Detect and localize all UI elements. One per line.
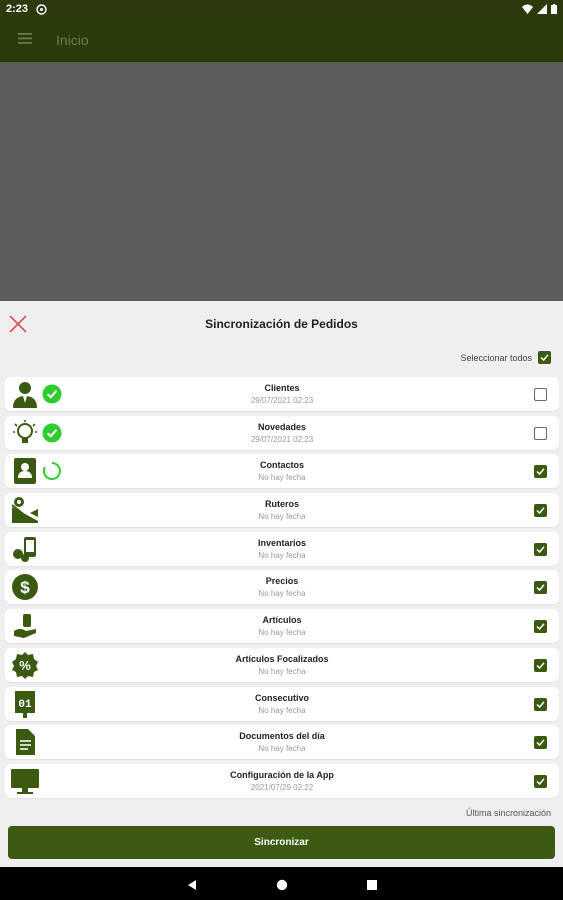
item-date: No hay fecha [258,705,306,715]
item-date: No hay fecha [258,589,306,599]
list-item[interactable] [5,570,559,604]
item-checkbox[interactable] [534,581,547,594]
item-checkbox[interactable] [534,427,547,440]
item-date: No hay fecha [258,473,306,483]
sync-button[interactable]: Sincronizar [8,826,555,859]
list-item[interactable] [5,725,559,759]
notification-icon [36,4,47,15]
sync-bottom-sheet [0,301,563,867]
list-item[interactable] [5,454,559,488]
item-date: No hay fecha [258,512,306,522]
item-name: Inventarios [257,537,306,548]
item-name: Contactos [259,460,304,471]
sync-list [5,377,559,803]
svg-text:%: % [19,657,31,673]
item-name: Configuración de la App [230,769,334,780]
svg-text:01: 01 [18,698,32,711]
item-name: Consecutivo [254,692,309,703]
item-checkbox[interactable] [534,659,547,672]
select-all-checkbox[interactable] [538,351,551,364]
item-date: 29/07/2021 02:23 [250,434,314,444]
item-checkbox[interactable] [534,504,547,517]
select-all-label: Seleccionar todos [460,352,532,363]
list-item[interactable] [5,687,559,721]
list-item[interactable] [5,493,559,527]
item-name: Ruteros [264,499,299,510]
list-item[interactable] [5,377,559,411]
dim-overlay[interactable] [0,62,563,301]
last-sync-label: Última sincronización [465,808,551,818]
status-time: 2:23 [6,3,29,15]
recents-icon[interactable] [366,878,378,890]
back-icon[interactable] [186,878,198,890]
status-bar [0,0,563,18]
app-bar [0,18,563,62]
wifi-icon [522,4,533,14]
item-checkbox[interactable] [534,543,547,556]
list-item[interactable] [5,416,559,450]
system-nav-bar [0,867,563,900]
item-date: No hay fecha [258,550,306,560]
select-all[interactable] [460,351,551,364]
item-checkbox[interactable] [534,465,547,478]
app-bar-title: Inicio [56,32,89,48]
menu-icon[interactable] [18,31,32,49]
signal-icon [537,4,547,14]
item-checkbox[interactable] [534,698,547,711]
item-name: Documentos del día [239,731,325,742]
item-name: Artículos [262,615,302,626]
item-name: Artículos Focalizados [235,653,329,664]
list-item[interactable] [5,532,559,566]
home-icon[interactable] [276,878,288,890]
item-checkbox[interactable] [534,736,547,749]
list-item[interactable] [5,648,559,682]
item-date: No hay fecha [258,744,306,754]
sheet-title: Sincronización de Pedidos [205,317,358,331]
battery-icon [551,4,557,14]
item-checkbox[interactable] [534,620,547,633]
item-name: Clientes [264,383,300,393]
item-checkbox[interactable] [534,775,547,788]
item-date: No hay fecha [258,628,306,638]
item-date: No hay fecha [258,666,306,676]
item-checkbox[interactable] [534,388,547,401]
item-date: 29/07/2021 02:23 [250,396,314,405]
item-name: Novedades [257,421,307,432]
item-date: 2021/07/29 02:22 [250,782,314,792]
list-item[interactable] [5,609,559,643]
item-name: Precios [265,576,299,587]
svg-text:$: $ [20,578,30,598]
list-item[interactable] [5,764,559,798]
